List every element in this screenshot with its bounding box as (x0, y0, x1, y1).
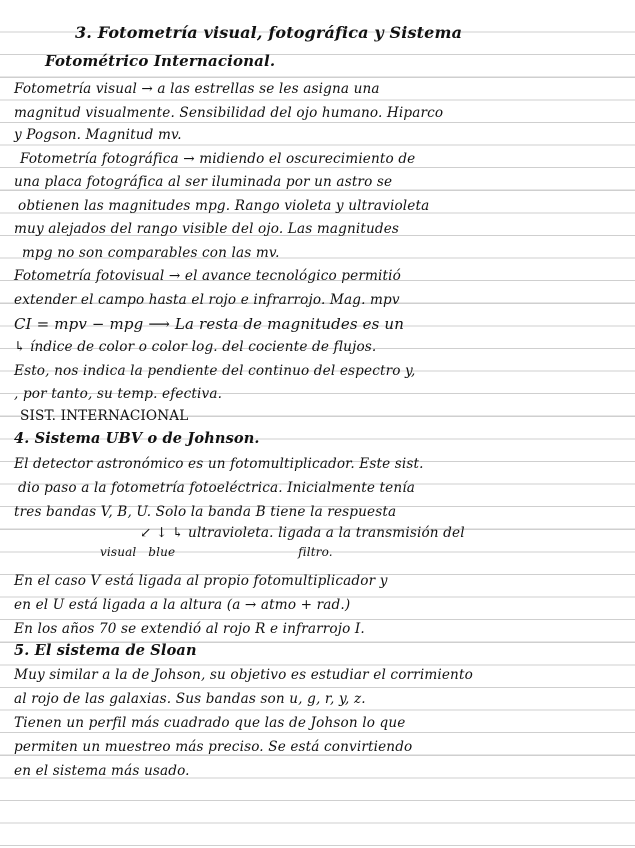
text-line: y Pogson. Magnitud mv. (14, 127, 182, 143)
text-line: en el sistema más usado. (14, 763, 190, 779)
text-line: tres bandas V, B, U. Solo la banda B tiene la respuesta (14, 504, 397, 520)
section-title-line: 4. Sistema UBV o de Johnson. (14, 430, 260, 447)
text-line: visual blue filtro. (100, 545, 333, 559)
text-line: En los años 70 se extendió al rojo R e infrarrojo I. (14, 621, 365, 637)
section-title-line: 5. El sistema de Sloan (14, 642, 197, 659)
text-line: dio paso a la fotometría fotoeléctrica. Inicialmente tenía (18, 480, 415, 496)
text-line: en el U está ligada a la altura (a → atmo + rad.) (14, 597, 351, 613)
text-line: al rojo de las galaxias. Sus bandas son u, g, r, y, z. (14, 691, 366, 707)
text-line: SIST. INTERNACIONAL (20, 408, 189, 424)
text-line: mpg no son comparables con las mv. (22, 245, 280, 261)
section-title-line: 3. Fotometría visual, fotográfica y Sistema (75, 23, 463, 42)
text-line: Fotometría fotográfica → midiendo el oscurecimiento de (20, 151, 416, 167)
text-line: muy alejados del rango visible del ojo. Las magnitudes (14, 221, 400, 237)
text-line: Esto, nos indica la pendiente del continuo del espectro y, (14, 363, 416, 379)
formula-line: CI = mpv − mpg ⟶ La resta de magnitudes es un (14, 315, 405, 333)
text-line: ↙ ↓ ↳ ultravioleta. ligada a la transmisión del (140, 525, 465, 541)
text-line: Muy similar a la de Johson, su objetivo es estudiar el corrimiento (14, 667, 473, 683)
text-line: extender el campo hasta el rojo e infrarrojo. Mag. mpv (14, 292, 400, 308)
text-line: magnitud visualmente. Sensibilidad del ojo humano. Hiparco (14, 105, 444, 121)
text-line: obtienen las magnitudes mpg. Rango violeta y ultravioleta (18, 198, 430, 214)
text-line: ↳ índice de color o color log. del cociente de flujos. (14, 339, 377, 355)
section-title-line: Fotométrico Internacional. (45, 52, 276, 70)
text-line: En el caso V está ligada al propio fotomultiplicador y (14, 573, 388, 589)
text-line: una placa fotográfica al ser iluminada por un astro se (14, 174, 393, 190)
text-line: Fotometría fotovisual → el avance tecnológico permitió (14, 268, 401, 284)
text-line: Tienen un perfil más cuadrado que las de Johson lo que (14, 715, 406, 731)
text-line: Fotometría visual → a las estrellas se les asigna una (14, 81, 380, 97)
text-line: , por tanto, su temp. efectiva. (14, 386, 223, 402)
text-line: El detector astronómico es un fotomultiplicador. Este sist. (14, 456, 424, 472)
text-line: permiten un muestreo más preciso. Se está convirtiendo (14, 739, 413, 755)
